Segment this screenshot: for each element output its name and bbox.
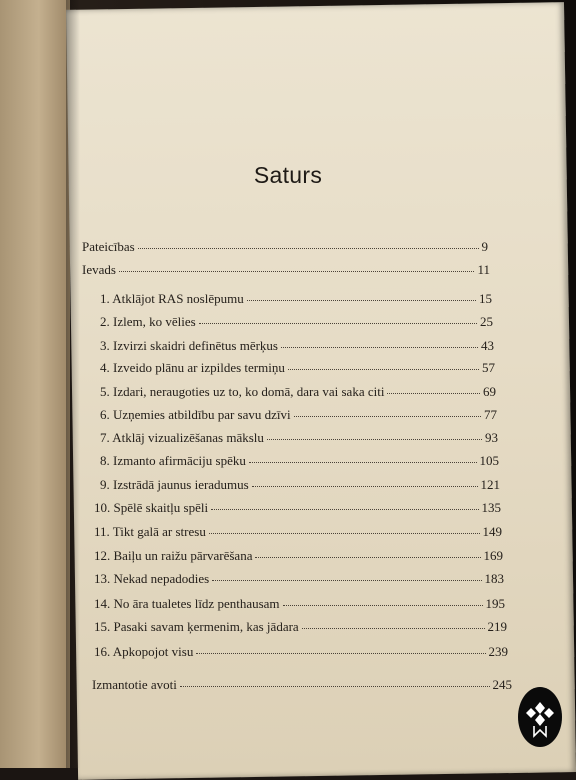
toc-entry-page: 239	[488, 644, 508, 659]
toc-entry-label: Izmantotie avoti	[92, 677, 177, 692]
toc-entry-ch7	[100, 430, 498, 448]
toc-entry-label: 11. Tikt galā ar stresu	[94, 524, 206, 539]
toc-entry-label: 6. Uzņemies atbildību par savu dzīvi	[100, 407, 291, 422]
leader-dots	[283, 596, 483, 606]
toc-entry-label: 15. Pasaki savam ķermenim, kas jādara	[94, 619, 299, 634]
toc-entry-ch3	[100, 338, 494, 356]
leader-dots	[209, 524, 480, 534]
toc-entry-label: 2. Izlem, ko vēlies	[100, 314, 196, 329]
toc-entry-label: 9. Izstrādā jaunus ieradumus	[100, 477, 249, 492]
toc-entry-page: 57	[482, 360, 495, 375]
leader-dots	[255, 548, 480, 558]
leader-dots	[288, 360, 479, 370]
toc-entry-label: Ievads	[82, 262, 116, 277]
toc-entry-ch15	[94, 619, 507, 637]
leader-dots	[199, 314, 477, 324]
toc-entry-ch14	[94, 596, 505, 614]
watermark-logo	[517, 686, 563, 748]
toc-entry-page: 43	[481, 338, 494, 353]
toc-entry-page: 121	[480, 477, 500, 492]
leader-dots	[281, 338, 478, 348]
leader-dots	[138, 239, 479, 249]
toc-entry-label: 3. Izvirzi skaidri definētus mērķus	[100, 338, 278, 353]
toc-entry-page: 195	[485, 596, 505, 611]
leader-dots	[302, 619, 485, 629]
toc-entry-label: 12. Baiļu un raižu pārvarēšana	[94, 548, 253, 563]
toc-entry-label: 4. Izveido plānu ar izpildes termiņu	[100, 360, 285, 375]
toc-entry-page: 135	[481, 500, 501, 515]
leader-dots	[211, 500, 478, 510]
toc-entry-page: 183	[484, 571, 504, 586]
leader-dots	[196, 644, 485, 654]
leader-dots	[247, 291, 476, 301]
toc-entry-label: 8. Izmanto afirmāciju spēku	[100, 453, 246, 468]
toc-entry-page: 105	[479, 453, 499, 468]
page-title: Saturs	[253, 162, 323, 188]
toc-entry-page: 219	[487, 619, 507, 634]
toc-entry-page: 169	[483, 548, 503, 563]
toc-entry-label: 13. Nekad nepadodies	[94, 571, 210, 586]
toc-entry-ch2	[100, 314, 493, 332]
toc-entry-ch16	[94, 644, 508, 662]
leader-dots	[252, 477, 478, 487]
toc-entry-avoti	[92, 677, 512, 695]
leader-dots	[294, 407, 481, 417]
toc-entry-pateicibas	[82, 239, 488, 257]
toc-entry-page: 77	[484, 407, 497, 422]
toc-entry-ch1	[100, 291, 492, 309]
toc-entry-ch8	[100, 453, 499, 471]
toc-entry-ch6	[100, 407, 497, 425]
toc-entry-ievads	[82, 262, 490, 280]
leader-dots	[180, 677, 490, 687]
toc-entry-ch11	[94, 524, 502, 542]
toc-entry-label: 5. Izdari, neraugoties uz to, ko domā, dara vai saka citi	[100, 384, 385, 399]
toc-entry-ch9	[100, 477, 500, 495]
toc-entry-ch5	[100, 384, 496, 402]
diamond-ornament-icon	[517, 686, 563, 748]
toc-entry-ch13	[94, 571, 504, 589]
toc-entry-label: Pateicības	[82, 239, 135, 254]
toc-entry-ch4	[100, 360, 495, 378]
toc-entry-page: 245	[492, 677, 512, 692]
toc-entry-label: 10. Spēlē skaitļu spēli	[94, 500, 209, 515]
toc-entry-page: 149	[482, 524, 502, 539]
toc-entry-page: 25	[480, 314, 493, 329]
toc-entry-label: 1. Atklājot RAS noslēpumu	[100, 291, 244, 306]
leader-dots	[267, 430, 482, 440]
toc-entry-label: 7. Atklāj vizualizēšanas mākslu	[100, 430, 264, 445]
toc-entry-ch12	[94, 548, 503, 566]
toc-entry-page: 15	[479, 291, 492, 306]
toc-entry-page: 93	[485, 430, 498, 445]
toc-entry-label: 16. Apkopojot visu	[94, 644, 194, 659]
toc-entry-page: 11	[477, 262, 490, 277]
leader-dots	[387, 384, 480, 394]
toc-entry-ch10	[94, 500, 501, 518]
toc-entry-label: 14. No āra tualetes līdz penthausam	[94, 596, 280, 611]
toc-entry-page: 9	[481, 239, 488, 254]
leader-dots	[249, 453, 477, 463]
leader-dots	[212, 571, 481, 581]
toc-entry-page: 69	[483, 384, 496, 399]
leader-dots	[119, 262, 475, 272]
